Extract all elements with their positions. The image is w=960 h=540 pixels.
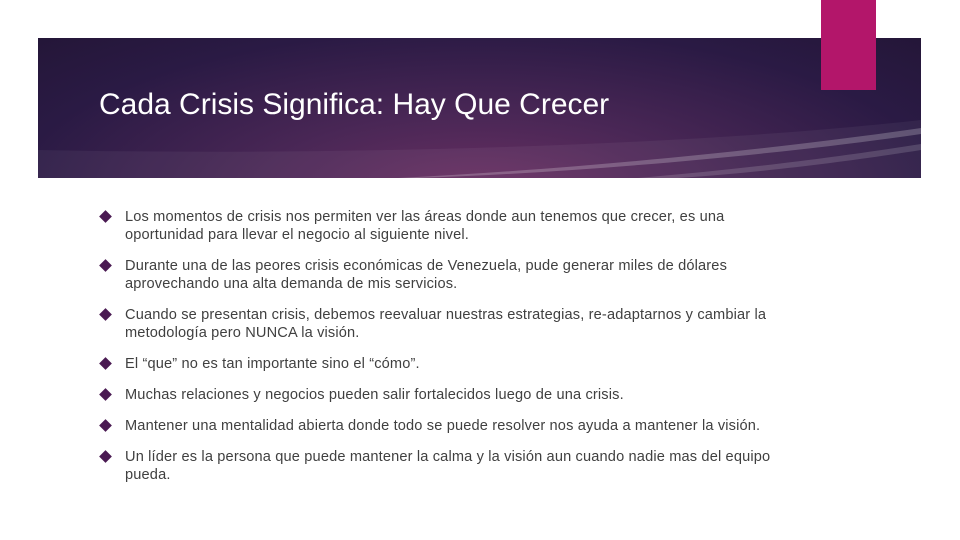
bullet-text: El “que” no es tan importante sino el “cómo”. — [125, 356, 420, 372]
bullet-text: Durante una de las peores crisis económicas de Venezuela, pude generar miles de dólares aprovechando una alta demanda de mis servicios. — [125, 258, 728, 292]
bullet-list — [101, 208, 801, 497]
bullet-item — [101, 417, 801, 435]
diamond-bullet-icon — [99, 450, 112, 463]
diamond-bullet-icon — [99, 259, 112, 272]
diamond-bullet-icon — [99, 210, 112, 223]
bullet-item — [101, 448, 801, 484]
diamond-bullet-icon — [99, 308, 112, 321]
bullet-item — [101, 306, 801, 342]
bullet-text: Cuando se presentan crisis, debemos reevaluar nuestras estrategias, re-adaptarnos y cambiar la metodología pero NUNCA la visión. — [125, 307, 767, 341]
diamond-bullet-icon — [99, 388, 112, 401]
bullet-item — [101, 386, 801, 404]
bullet-item — [101, 208, 801, 244]
bullet-item — [101, 355, 801, 373]
slide-title: Cada Crisis Significa: Hay Que Crecer — [99, 88, 610, 121]
bullet-text: Los momentos de crisis nos permiten ver las áreas donde aun tenemos que crecer, es una oportunidad para llevar el negocio al siguiente nivel. — [125, 209, 725, 243]
diamond-bullet-icon — [99, 357, 112, 370]
accent-bar — [821, 0, 876, 90]
bullet-item — [101, 257, 801, 293]
diamond-bullet-icon — [99, 419, 112, 432]
bullet-text: Un líder es la persona que puede mantener la calma y la visión aun cuando nadie mas del equipo pueda. — [125, 449, 771, 483]
bullet-text: Muchas relaciones y negocios pueden salir fortalecidos luego de una crisis. — [125, 387, 624, 403]
bullet-text: Mantener una mentalidad abierta donde todo se puede resolver nos ayuda a mantener la visión. — [125, 418, 761, 434]
